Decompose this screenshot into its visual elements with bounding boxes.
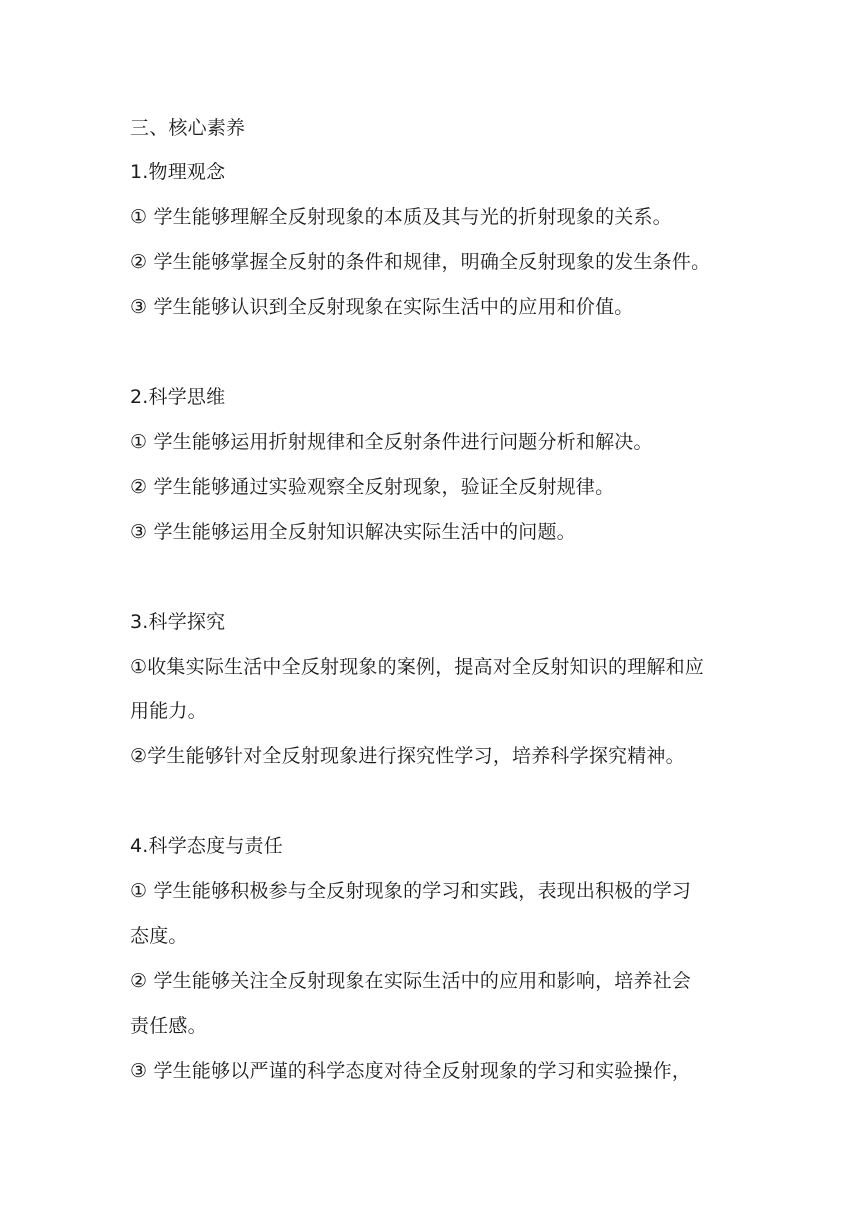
heading-scientific-inquiry: 3.科学探究 bbox=[130, 611, 226, 633]
attitude-item-1: ① 学生能够积极参与全反射现象的学习和实践，表现出积极的学习 bbox=[130, 880, 692, 902]
attitude-item-2: ② 学生能够关注全反射现象在实际生活中的应用和影响，培养社会 bbox=[130, 970, 692, 992]
physics-concept-item-1: ① 学生能够理解全反射现象的本质及其与光的折射现象的关系。 bbox=[130, 206, 672, 228]
heading-physics-concept: 1.物理观念 bbox=[130, 161, 226, 183]
scientific-thinking-item-3: ③ 学生能够运用全反射知识解决实际生活中的问题。 bbox=[130, 521, 576, 543]
scientific-thinking-item-1: ① 学生能够运用折射规律和全反射条件进行问题分析和解决。 bbox=[130, 431, 653, 453]
attitude-item-3: ③ 学生能够以严谨的科学态度对待全反射现象的学习和实验操作， bbox=[130, 1060, 692, 1082]
physics-concept-item-3: ③ 学生能够认识到全反射现象在实际生活中的应用和价值。 bbox=[130, 296, 634, 318]
scientific-inquiry-item-1: ①收集实际生活中全反射现象的案例，提高对全反射知识的理解和应 bbox=[130, 656, 705, 678]
section-title: 三、核心素养 bbox=[130, 117, 246, 139]
attitude-item-1-cont: 态度。 bbox=[130, 925, 188, 947]
attitude-item-2-cont: 责任感。 bbox=[130, 1015, 207, 1037]
scientific-inquiry-item-2: ②学生能够针对全反射现象进行探究性学习，培养科学探究精神。 bbox=[130, 745, 685, 767]
scientific-thinking-item-2: ② 学生能够通过实验观察全反射现象，验证全反射规律。 bbox=[130, 476, 615, 498]
physics-concept-item-2: ② 学生能够掌握全反射的条件和规律，明确全反射现象的发生条件。 bbox=[130, 251, 711, 273]
heading-attitude-responsibility: 4.科学态度与责任 bbox=[130, 835, 283, 857]
scientific-inquiry-item-1-cont: 用能力。 bbox=[130, 700, 207, 722]
heading-scientific-thinking: 2.科学思维 bbox=[130, 386, 226, 408]
